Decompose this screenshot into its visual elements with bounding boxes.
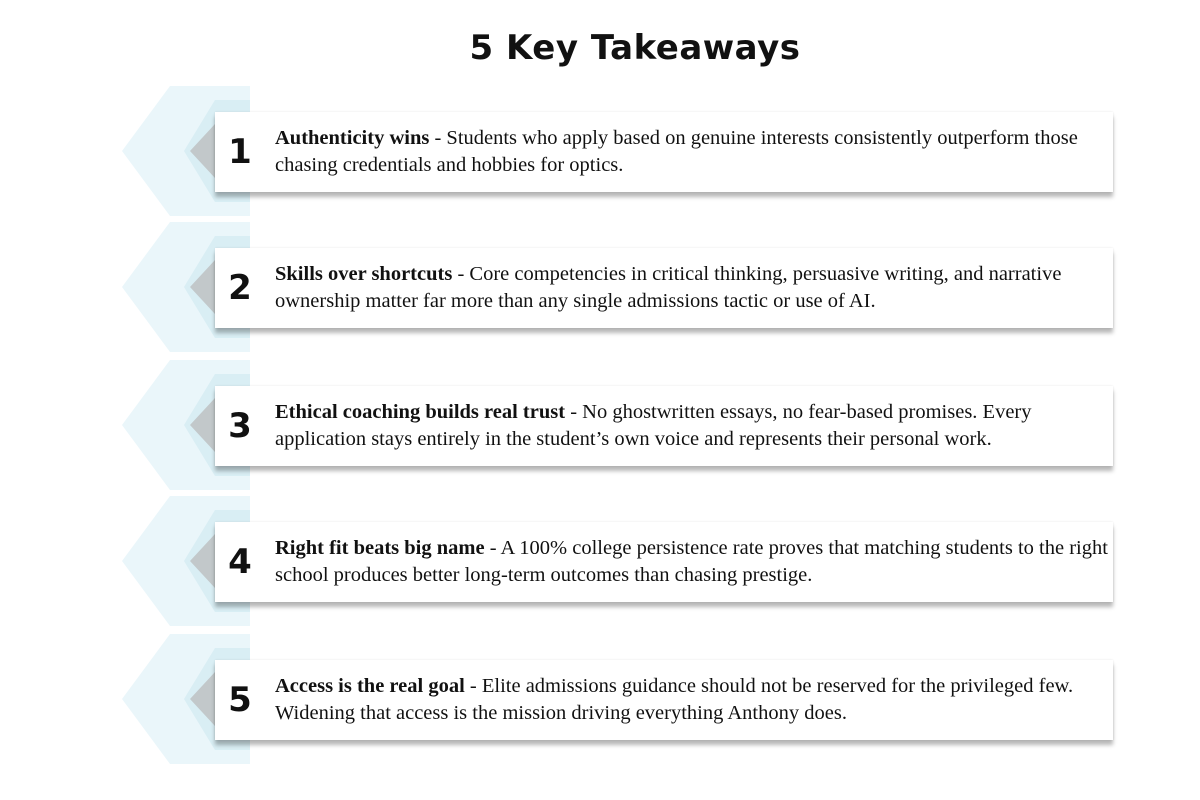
takeaway-item-4 (0, 496, 1200, 626)
takeaway-text (275, 399, 1113, 453)
takeaway-item-3 (0, 360, 1200, 490)
takeaway-body: - Core competencies in critical thinking, persuasive writing, and narrative ownership matter far more than any single admissions tactic or use of AI. (275, 263, 1062, 312)
takeaway-item-5 (0, 634, 1200, 764)
takeaway-heading: Skills over shortcuts (275, 263, 453, 285)
takeaway-item-2 (0, 222, 1200, 352)
takeaway-body: - Elite admissions guidance should not be reserved for the privileged few. Widening that access is the mission driving everything Anthony does. (275, 675, 1074, 724)
takeaway-card-5 (215, 660, 1113, 740)
takeaway-number: 2 (228, 268, 252, 308)
takeaway-card-4 (215, 522, 1113, 602)
takeaway-text (275, 125, 1113, 179)
takeaway-text (275, 261, 1113, 315)
takeaway-body: - A 100% college persistence rate proves that matching students to the right school produces better long-term outcomes than chasing prestige. (275, 537, 1108, 586)
takeaway-number: 3 (228, 406, 252, 446)
takeaway-number: 5 (228, 680, 252, 720)
takeaway-card-3 (215, 386, 1113, 466)
takeaway-text (275, 535, 1113, 589)
takeaway-heading: Right fit beats big name (275, 537, 485, 559)
page-title: 5 Key Takeaways (469, 28, 801, 68)
takeaway-body: - No ghostwritten essays, no fear-based promises. Every application stays entirely in the student’s own voice and represents their personal work. (275, 401, 1032, 450)
takeaway-card-2 (215, 248, 1113, 328)
takeaway-heading: Access is the real goal (275, 675, 465, 697)
takeaway-heading: Authenticity wins (275, 127, 430, 149)
takeaway-number: 1 (228, 132, 252, 172)
takeaway-body: - Students who apply based on genuine interests consistently outperform those chasing credentials and hobbies for optics. (275, 127, 1078, 176)
takeaway-text (275, 673, 1113, 727)
takeaway-item-1 (0, 86, 1200, 216)
takeaway-heading: Ethical coaching builds real trust (275, 401, 566, 423)
takeaway-number: 4 (228, 542, 252, 582)
takeaway-card-1 (215, 112, 1113, 192)
